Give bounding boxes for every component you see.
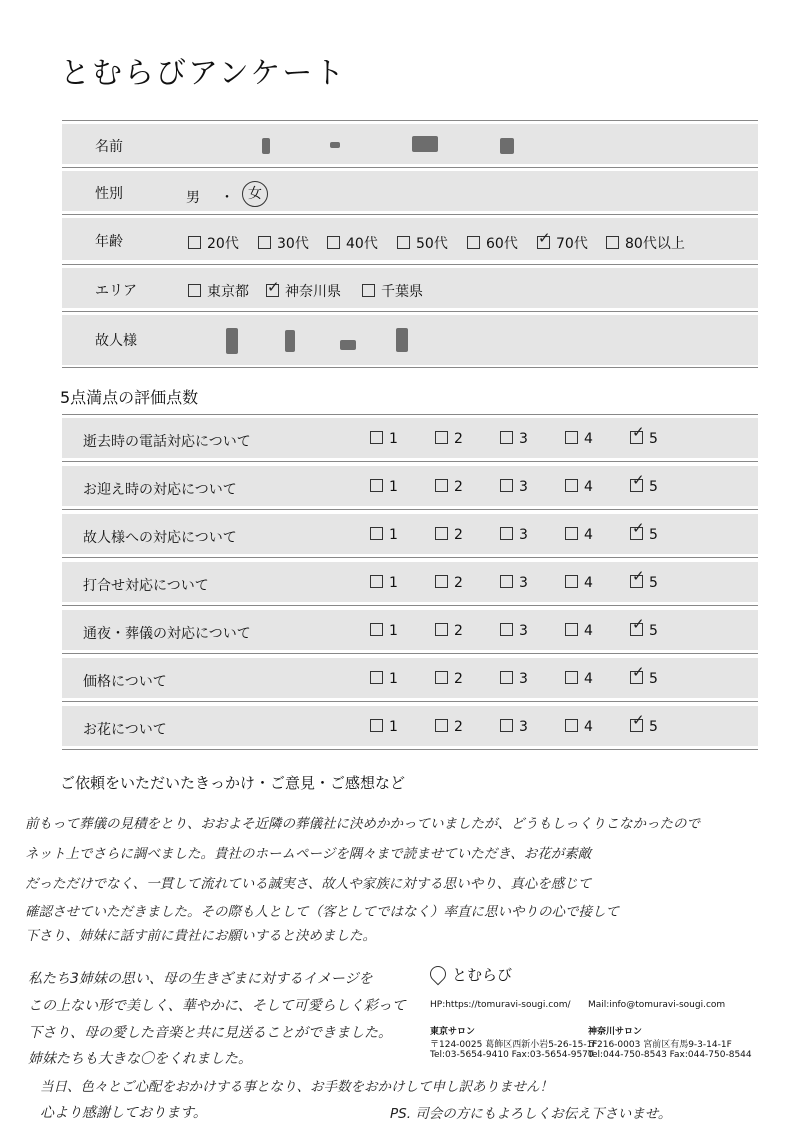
age-option[interactable]: 30代 <box>258 233 309 253</box>
kanagawa-salon-tel: Tel:044-750-8543 Fax:044-750-8544 <box>588 1050 752 1060</box>
deceased-row <box>62 315 758 365</box>
divider <box>62 414 758 415</box>
gender-female-circled: 女 <box>242 181 268 207</box>
rating-option-label: 4 <box>584 479 593 495</box>
checkbox-icon <box>500 623 513 636</box>
checkbox-icon <box>370 575 383 588</box>
checkbox-icon <box>435 719 448 732</box>
rating-option-label: 5 <box>649 719 658 735</box>
checkbox-icon <box>188 236 201 249</box>
checkbox-icon <box>188 284 201 297</box>
rating-option-checked[interactable] <box>630 471 658 495</box>
checkmark-icon: ✓ <box>632 567 645 585</box>
checked-checkbox-icon <box>630 471 645 492</box>
redacted-name <box>412 136 438 152</box>
handwritten-line: だっただけでなく、一貫して流れている誠実さ、故人や家族に対する思いやり、真心を感じて <box>25 876 592 892</box>
tokyo-salon-tel: Tel:03-5654-9410 Fax:03-5654-9570 <box>430 1050 594 1060</box>
handwritten-line: 心より感謝しております。 <box>40 1105 207 1121</box>
rating-option[interactable] <box>370 719 398 735</box>
rating-option-label: 1 <box>389 623 398 639</box>
checkmark-icon: ✓ <box>632 663 645 681</box>
checkbox-icon <box>565 575 578 588</box>
checkbox-icon <box>500 527 513 540</box>
rating-section-title: 5点満点の評価点数 <box>60 388 199 407</box>
rating-option-label: 4 <box>584 575 593 591</box>
rating-option-label: 1 <box>389 719 398 735</box>
homepage-url: HP:https://tomuravi-sougi.com/ <box>430 1000 571 1010</box>
redacted-name <box>330 142 340 148</box>
handwritten-line: 確認させていただきました。その際も人として（客としてではなく）率直に思いやりの心で接して <box>25 904 619 920</box>
area-option-checked[interactable]: ✓ 神奈川県 <box>267 278 341 300</box>
handwritten-line: 下さり、姉妹に話す前に貴社にお願いすると決めました。 <box>25 928 376 944</box>
checkbox-icon <box>565 623 578 636</box>
rating-option-label: 2 <box>454 479 463 495</box>
divider <box>62 701 758 702</box>
checkbox-icon <box>565 671 578 684</box>
rating-option[interactable] <box>565 671 593 687</box>
age-label: 年齢 <box>95 234 123 250</box>
checkmark-icon: ✓ <box>632 471 645 489</box>
rating-option-label: 2 <box>454 719 463 735</box>
rating-option[interactable] <box>435 671 463 687</box>
handwritten-line: ネット上でさらに調べました。貴社のホームページを隅々まで読ませていただき、お花が素敵 <box>25 846 592 862</box>
divider <box>62 749 758 750</box>
rating-option-label: 3 <box>519 431 528 447</box>
checkbox-icon <box>565 719 578 732</box>
checkbox-icon <box>500 671 513 684</box>
rating-label: 価格について <box>83 674 167 690</box>
redacted-name <box>226 328 238 354</box>
age-option[interactable]: 50代 <box>397 233 448 253</box>
rating-option-label: 1 <box>389 479 398 495</box>
rating-option[interactable] <box>565 719 593 735</box>
rating-option[interactable] <box>370 623 398 639</box>
rating-option-label: 2 <box>454 671 463 687</box>
area-option[interactable]: 東京都 <box>188 281 249 301</box>
rating-label: 通夜・葬儀の対応について <box>83 626 251 642</box>
gender-separator: ・ <box>220 190 234 206</box>
rating-option-label: 4 <box>584 623 593 639</box>
rating-option[interactable] <box>565 623 593 639</box>
comments-title: ご依頼をいただいたきっかけ・ご意見・ご感想など <box>60 774 406 792</box>
tokyo-salon-address: 〒124-0025 葛飾区西新小岩5-26-15-1F <box>430 1040 598 1050</box>
mail-address: Mail:info@tomuravi-sougi.com <box>588 1000 726 1010</box>
rating-option-label: 5 <box>649 575 658 591</box>
rating-label: お花について <box>83 722 167 738</box>
checkbox-icon <box>500 431 513 444</box>
divider <box>62 311 758 312</box>
redacted-name <box>262 138 270 154</box>
divider <box>62 461 758 462</box>
rating-option-label: 2 <box>454 527 463 543</box>
rating-option-label: 2 <box>454 575 463 591</box>
rating-option[interactable] <box>565 431 593 447</box>
handwritten-line: 前もって葬儀の見積をとり、おおよそ近隣の葬儀社に決めかかっていましたが、どうもしっくりこなかったので <box>25 816 700 832</box>
checkbox-icon <box>606 236 619 249</box>
handwritten-line: 姉妹たちも大きな〇をくれました。 <box>28 1051 252 1067</box>
rating-label: 逝去時の電話対応について <box>83 434 251 450</box>
checkmark-icon: ✓ <box>632 711 645 729</box>
rating-option[interactable] <box>500 431 528 447</box>
rating-option[interactable] <box>500 575 528 591</box>
gender-row <box>62 171 758 211</box>
flame-icon <box>427 963 450 986</box>
divider <box>62 557 758 558</box>
checkbox-icon <box>370 431 383 444</box>
checked-checkbox-icon <box>630 567 645 588</box>
checkbox-icon <box>435 575 448 588</box>
checkmark-icon: ✓ <box>632 519 645 537</box>
checkbox-icon <box>258 236 271 249</box>
rating-label: お迎え時の対応について <box>83 482 237 498</box>
redacted-name <box>340 340 356 350</box>
handwritten-line: この上ない形で美しく、華やかに、そして可愛らしく彩って <box>28 998 406 1014</box>
checked-checkbox-icon: ✓ <box>538 229 551 247</box>
rating-option[interactable] <box>370 575 398 591</box>
checked-checkbox-icon <box>630 423 645 444</box>
checked-checkbox-icon <box>630 615 645 636</box>
rating-option-label: 1 <box>389 575 398 591</box>
rating-option[interactable] <box>435 431 463 447</box>
brand-logo: とむらび <box>430 964 512 985</box>
rating-option-label: 4 <box>584 719 593 735</box>
rating-option[interactable] <box>500 527 528 543</box>
rating-label: 故人様への対応について <box>83 530 237 546</box>
rating-option-label: 3 <box>519 575 528 591</box>
checkbox-icon <box>370 623 383 636</box>
tokyo-salon-name: 東京サロン <box>430 1027 476 1037</box>
rating-option-label: 3 <box>519 479 528 495</box>
checkbox-icon <box>435 431 448 444</box>
rating-option[interactable] <box>435 623 463 639</box>
rating-option[interactable] <box>370 479 398 495</box>
redacted-name <box>500 138 514 154</box>
deceased-label: 故人様 <box>95 333 137 349</box>
checkbox-icon <box>362 284 375 297</box>
rating-option[interactable] <box>370 671 398 687</box>
handwritten-line: 下さり、母の愛した音楽と共に見送ることができました。 <box>28 1025 392 1041</box>
checkmark-icon: ✓ <box>632 615 645 633</box>
area-label: エリア <box>95 283 137 299</box>
checkbox-icon <box>435 479 448 492</box>
divider <box>62 653 758 654</box>
checkbox-icon <box>435 623 448 636</box>
divider <box>62 509 758 510</box>
rating-option[interactable] <box>500 479 528 495</box>
checkbox-icon <box>370 527 383 540</box>
kanagawa-salon-name: 神奈川サロン <box>588 1027 643 1037</box>
checkbox-icon <box>435 671 448 684</box>
divider <box>62 605 758 606</box>
checkbox-icon <box>500 719 513 732</box>
rating-option-checked[interactable] <box>630 519 658 543</box>
checked-checkbox-icon <box>630 663 645 684</box>
rating-option-label: 1 <box>389 527 398 543</box>
handwritten-line: 私たち3姉妹の思い、母の生きざまに対するイメージを <box>28 971 373 987</box>
rating-option[interactable] <box>435 719 463 735</box>
checked-checkbox-icon <box>630 711 645 732</box>
redacted-name <box>396 328 408 352</box>
rating-option-checked[interactable] <box>630 711 658 735</box>
handwritten-line: PS. 司会の方にもよろしくお伝え下さいませ。 <box>390 1106 672 1122</box>
rating-option-label: 2 <box>454 623 463 639</box>
age-option[interactable]: 40代 <box>327 233 378 253</box>
rating-option-checked[interactable] <box>630 663 658 687</box>
page-title: とむらびアンケート <box>60 56 347 91</box>
rating-option-label: 3 <box>519 527 528 543</box>
rating-option-label: 5 <box>649 527 658 543</box>
rating-option-label: 3 <box>519 623 528 639</box>
handwritten-line: 当日、色々とご心配をおかけする事となり、お手数をおかけして申し訳ありません！ <box>40 1079 553 1095</box>
rating-option[interactable] <box>370 527 398 543</box>
checkbox-icon <box>565 479 578 492</box>
kanagawa-salon-address: 〒216-0003 宮前区有馬9-3-14-1F <box>588 1040 732 1050</box>
checkbox-icon <box>370 671 383 684</box>
age-option[interactable]: 60代 <box>467 233 518 253</box>
rating-option[interactable] <box>435 575 463 591</box>
rating-option-label: 4 <box>584 431 593 447</box>
rating-option[interactable] <box>435 527 463 543</box>
rating-option[interactable] <box>565 527 593 543</box>
gender-male: 男 <box>186 190 200 206</box>
checked-checkbox-icon: ✓ <box>267 278 280 296</box>
rating-option-checked[interactable] <box>630 615 658 639</box>
rating-option[interactable] <box>565 479 593 495</box>
name-row <box>62 124 758 164</box>
checkbox-icon <box>565 431 578 444</box>
age-option-checked[interactable]: ✓ 70代 <box>538 229 588 252</box>
name-label: 名前 <box>95 139 123 155</box>
redacted-name <box>285 330 295 352</box>
rating-option-label: 3 <box>519 719 528 735</box>
age-option[interactable]: 20代 <box>188 233 239 253</box>
checkmark-icon: ✓ <box>632 423 645 441</box>
rating-option-label: 5 <box>649 479 658 495</box>
rating-option-checked[interactable] <box>630 567 658 591</box>
gender-label: 性別 <box>95 186 123 202</box>
checkbox-icon <box>435 527 448 540</box>
divider <box>62 214 758 215</box>
divider <box>62 120 758 121</box>
checkbox-icon <box>397 236 410 249</box>
checkbox-icon <box>370 479 383 492</box>
rating-option-label: 3 <box>519 671 528 687</box>
rating-option[interactable] <box>500 623 528 639</box>
area-option[interactable]: 千葉県 <box>362 281 423 301</box>
rating-option-label: 1 <box>389 671 398 687</box>
rating-option-label: 2 <box>454 431 463 447</box>
checkbox-icon <box>370 719 383 732</box>
rating-option[interactable] <box>500 719 528 735</box>
rating-option[interactable] <box>500 671 528 687</box>
age-option[interactable]: 80代以上 <box>606 233 685 253</box>
rating-option-label: 4 <box>584 527 593 543</box>
rating-option-label: 5 <box>649 431 658 447</box>
rating-option-label: 1 <box>389 431 398 447</box>
rating-option[interactable] <box>565 575 593 591</box>
rating-option-label: 5 <box>649 623 658 639</box>
checkbox-icon <box>565 527 578 540</box>
rating-option[interactable] <box>370 431 398 447</box>
checkbox-icon <box>500 479 513 492</box>
rating-option[interactable] <box>435 479 463 495</box>
rating-label: 打合せ対応について <box>83 578 209 594</box>
checkbox-icon <box>467 236 480 249</box>
divider <box>62 167 758 168</box>
rating-option-checked[interactable] <box>630 423 658 447</box>
rating-option-label: 5 <box>649 671 658 687</box>
checkbox-icon <box>500 575 513 588</box>
checked-checkbox-icon <box>630 519 645 540</box>
checkbox-icon <box>327 236 340 249</box>
rating-option-label: 4 <box>584 671 593 687</box>
divider <box>62 367 758 368</box>
divider <box>62 264 758 265</box>
